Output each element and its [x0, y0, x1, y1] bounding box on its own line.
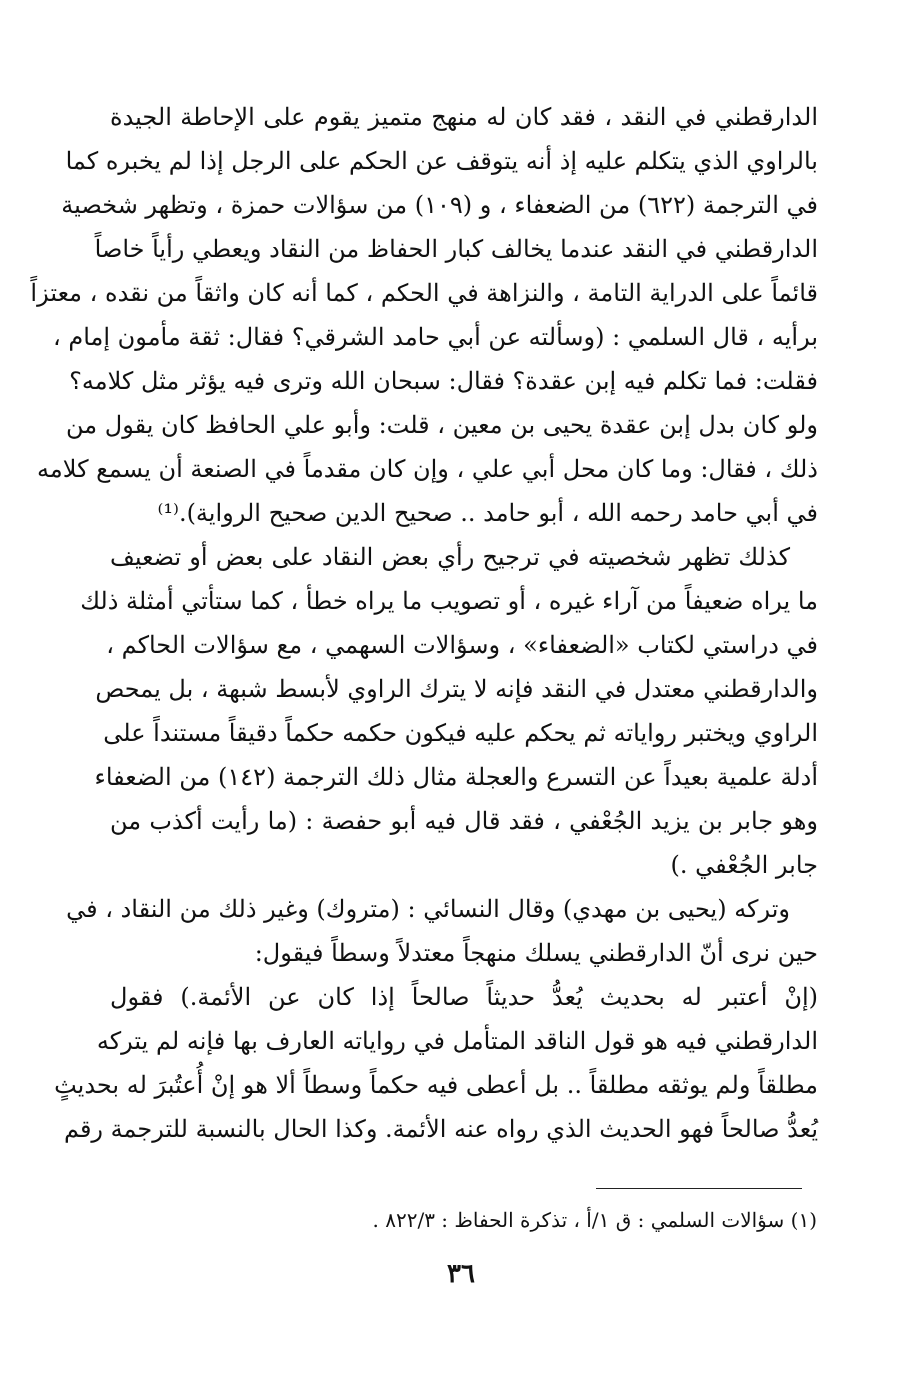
body-line-18: جابر الجُعْفي .) [670, 851, 818, 879]
body-line-16: أدلة علمية بعيداً عن التسرع والعجلة مثال ذلك الترجمة (١٤٢) من الضعفاء [94, 763, 818, 791]
body-line-23: مطلقاً ولم يوثقه مطلقاً .. بل أعطى فيه حكماً وسطاً ألا هو إنْ أُعتُبرَ له بحديثٍ [54, 1071, 818, 1099]
body-line-14: والدارقطني معتدل في النقد فإنه لا يترك الراوي لأبسط شبهة ، بل يمحص [95, 675, 818, 703]
footnote-1: (١) سؤالات السلمي : ق ١/أ ، تذكرة الحفاظ : ٨٢٢/٣ . [372, 1208, 817, 1232]
footnote-divider [596, 1188, 802, 1189]
page-number: ٣٦ [447, 1259, 475, 1289]
body-line-19: وتركه (يحيى بن مهدي) وقال النسائي : (متروك) وغير ذلك من النقاد ، في [66, 895, 790, 923]
body-line-10: في أبي حامد رحمه الله ، أبو حامد .. صحيح الدين صحيح الرواية).⁽¹⁾ [157, 499, 818, 527]
body-line-2: بالراوي الذي يتكلم عليه إذ أنه يتوقف عن الحكم على الرجل إذا لم يخبره كما [65, 147, 818, 175]
body-line-8: ولو كان بدل إبن عقدة يحيى بن معين ، قلت: وأبو علي الحافظ كان يقول من [66, 411, 818, 439]
body-line-1: الدارقطني في النقد ، فقد كان له منهج متميز يقوم على الإحاطة الجيدة [110, 103, 818, 131]
body-line-7: فقلت: فما تكلم فيه إبن عقدة؟ فقال: سبحان الله وترى فيه يؤثر مثل كلامه؟ [69, 367, 818, 395]
body-line-3: في الترجمة (٦٢٢) من الضعفاء ، و (١٠٩) من سؤالات حمزة ، وتظهر شخصية [61, 191, 818, 219]
body-line-11: كذلك تظهر شخصيته في ترجيح رأي بعض النقاد على بعض أو تضعيف [110, 543, 790, 571]
body-line-9: ذلك ، فقال: وما كان محل أبي علي ، وإن كان مقدماً في الصنعة أن يسمع كلامه [37, 455, 818, 483]
body-line-22: الدارقطني فيه هو قول الناقد المتأمل في رواياته العارف بها فإنه لم يتركه [96, 1027, 818, 1055]
body-line-4: الدارقطني في النقد عندما يخالف كبار الحفاظ من النقاد ويعطي رأياً خاصاً [94, 235, 818, 263]
body-line-13: في دراستي لكتاب «الضعفاء» ، وسؤالات السهمي ، مع سؤالات الحاكم ، [106, 631, 818, 659]
body-line-15: الراوي ويختبر رواياته ثم يحكم عليه فيكون حكمه حكماً دقيقاً مستنداً على [103, 719, 818, 747]
body-line-20: حين نرى أنّ الدارقطني يسلك منهجاً معتدلاً وسطاً فيقول: [254, 939, 818, 967]
body-line-5: قائماً على الدراية التامة ، والنزاهة في الحكم ، كما أنه كان واثقاً من نقده ، معتزاً [30, 279, 818, 307]
body-line-12: ما يراه ضعيفاً من آراء غيره ، أو تصويب ما يراه خطأ ، كما ستأتي أمثلة ذلك [80, 587, 818, 615]
body-line-24: يُعدُّ صالحاً فهو الحديث الذي رواه عنه الأئمة. وكذا الحال بالنسبة للترجمة رقم [63, 1115, 818, 1143]
body-line-6: برأيه ، قال السلمي : (وسألته عن أبي حامد الشرقي؟ فقال: ثقة مأمون إمام ، [52, 323, 818, 351]
body-line-17: وهو جابر بن يزيد الجُعْفي ، فقد قال فيه أبو حفصة : (ما رأيت أكذب من [110, 807, 819, 835]
body-line-21: (إنْ أعتبر له بحديث يُعدُّ حديثاً صالحاً إذا كان عن الأئمة.) فقول [110, 983, 818, 1011]
